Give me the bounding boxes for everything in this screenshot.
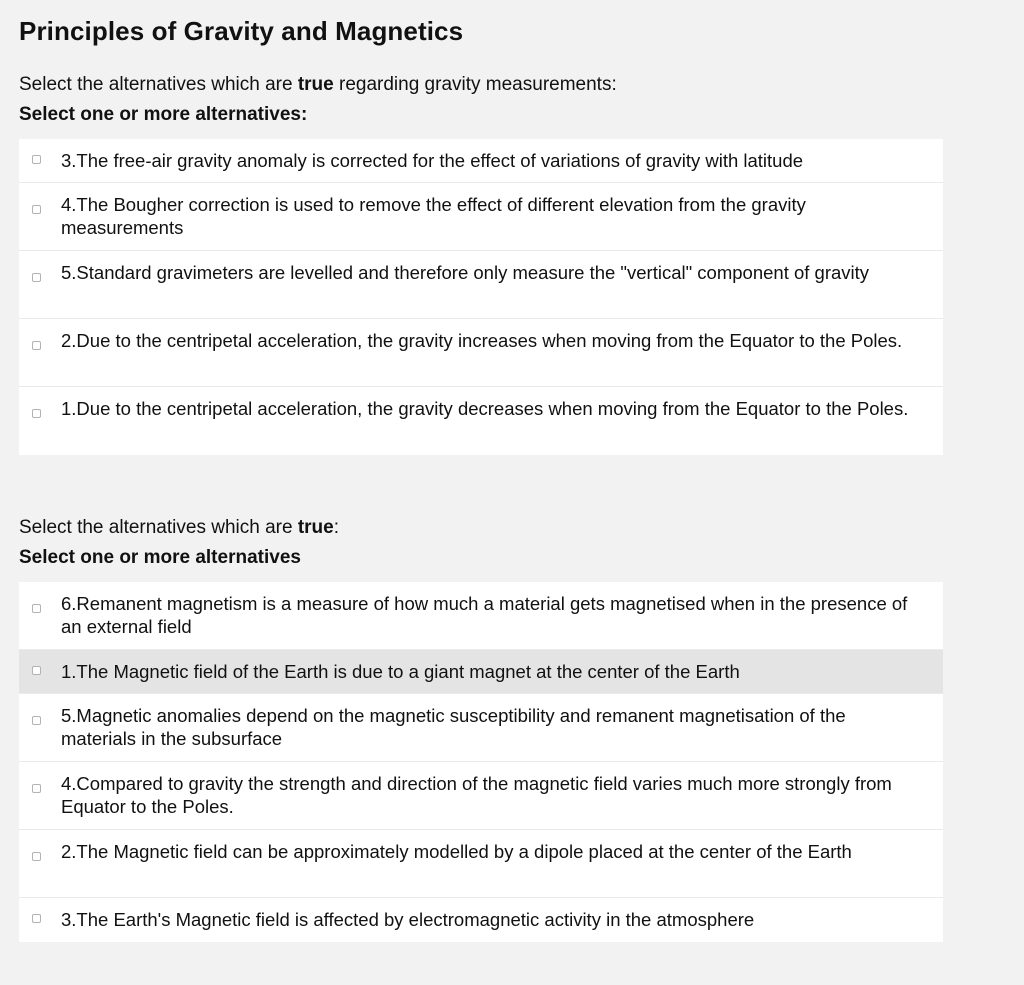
checkbox[interactable] <box>32 914 41 923</box>
checkbox[interactable] <box>32 604 41 613</box>
page-title: Principles of Gravity and Magnetics <box>19 16 464 46</box>
option-label: 4.The Bougher correction is used to remove the effect of different elevation from the gravity measurements <box>61 194 806 238</box>
question-2-prompt-emphasis: true <box>297 517 334 538</box>
option-label: 6.Remanent magnetism is a measure of how much a material gets magnetised when in the presence of an external field <box>61 593 908 637</box>
option-label: 1.Due to the centripetal acceleration, the gravity decreases when moving from the Equator to the Poles. <box>61 398 909 419</box>
question-2-prompt-text: Select the alternatives which are <box>19 517 298 538</box>
question-1-prompt-tail: regarding gravity measurements: <box>333 74 617 95</box>
question-2-prompt-tail: : <box>333 517 339 538</box>
question-2-prompt <box>19 516 339 540</box>
question-2-option-5[interactable] <box>19 830 943 898</box>
checkbox[interactable] <box>32 716 41 725</box>
checkbox[interactable] <box>32 409 41 418</box>
checkbox[interactable] <box>32 155 41 164</box>
question-1-option-4[interactable] <box>19 319 943 387</box>
question-1-options <box>19 139 943 455</box>
question-2-option-1[interactable] <box>19 582 943 650</box>
question-1-prompt-text: Select the alternatives which are <box>19 74 298 95</box>
option-label: 5.Standard gravimeters are levelled and therefore only measure the "vertical" component of gravity <box>61 262 870 283</box>
question-2-option-6[interactable] <box>19 898 943 942</box>
checkbox[interactable] <box>32 341 41 350</box>
question-2-instruction: Select one or more alternatives <box>19 547 301 568</box>
question-1-option-5[interactable] <box>19 387 943 455</box>
option-label: 1.The Magnetic field of the Earth is due to a giant magnet at the center of the Earth <box>61 661 740 682</box>
question-1-option-1[interactable] <box>19 139 943 183</box>
checkbox[interactable] <box>32 784 41 793</box>
option-label: 3.The free-air gravity anomaly is corrected for the effect of variations of gravity with latitude <box>61 150 804 171</box>
checkbox[interactable] <box>32 205 41 214</box>
question-1-prompt <box>19 73 617 97</box>
option-label: 2.Due to the centripetal acceleration, the gravity increases when moving from the Equator to the Poles. <box>61 330 903 351</box>
question-2-option-3[interactable] <box>19 694 943 762</box>
question-2-option-4[interactable] <box>19 762 943 830</box>
checkbox[interactable] <box>32 273 41 282</box>
question-2-options <box>19 582 943 942</box>
option-label: 3.The Earth's Magnetic field is affected by electromagnetic activity in the atmosphere <box>61 909 755 930</box>
checkbox[interactable] <box>32 852 41 861</box>
option-label: 4.Compared to gravity the strength and direction of the magnetic field varies much more strongly from Equator to the Poles. <box>61 773 892 817</box>
question-2-option-2[interactable] <box>19 650 943 694</box>
option-label: 2.The Magnetic field can be approximately modelled by a dipole placed at the center of the Earth <box>61 841 852 862</box>
question-1-instruction: Select one or more alternatives: <box>19 104 308 125</box>
question-1-prompt-emphasis: true <box>297 74 334 95</box>
option-label: 5.Magnetic anomalies depend on the magnetic susceptibility and remanent magnetisation of the materials in the subsurface <box>61 705 846 749</box>
question-1-option-2[interactable] <box>19 183 943 251</box>
checkbox[interactable] <box>32 666 41 675</box>
question-1-option-3[interactable] <box>19 251 943 319</box>
